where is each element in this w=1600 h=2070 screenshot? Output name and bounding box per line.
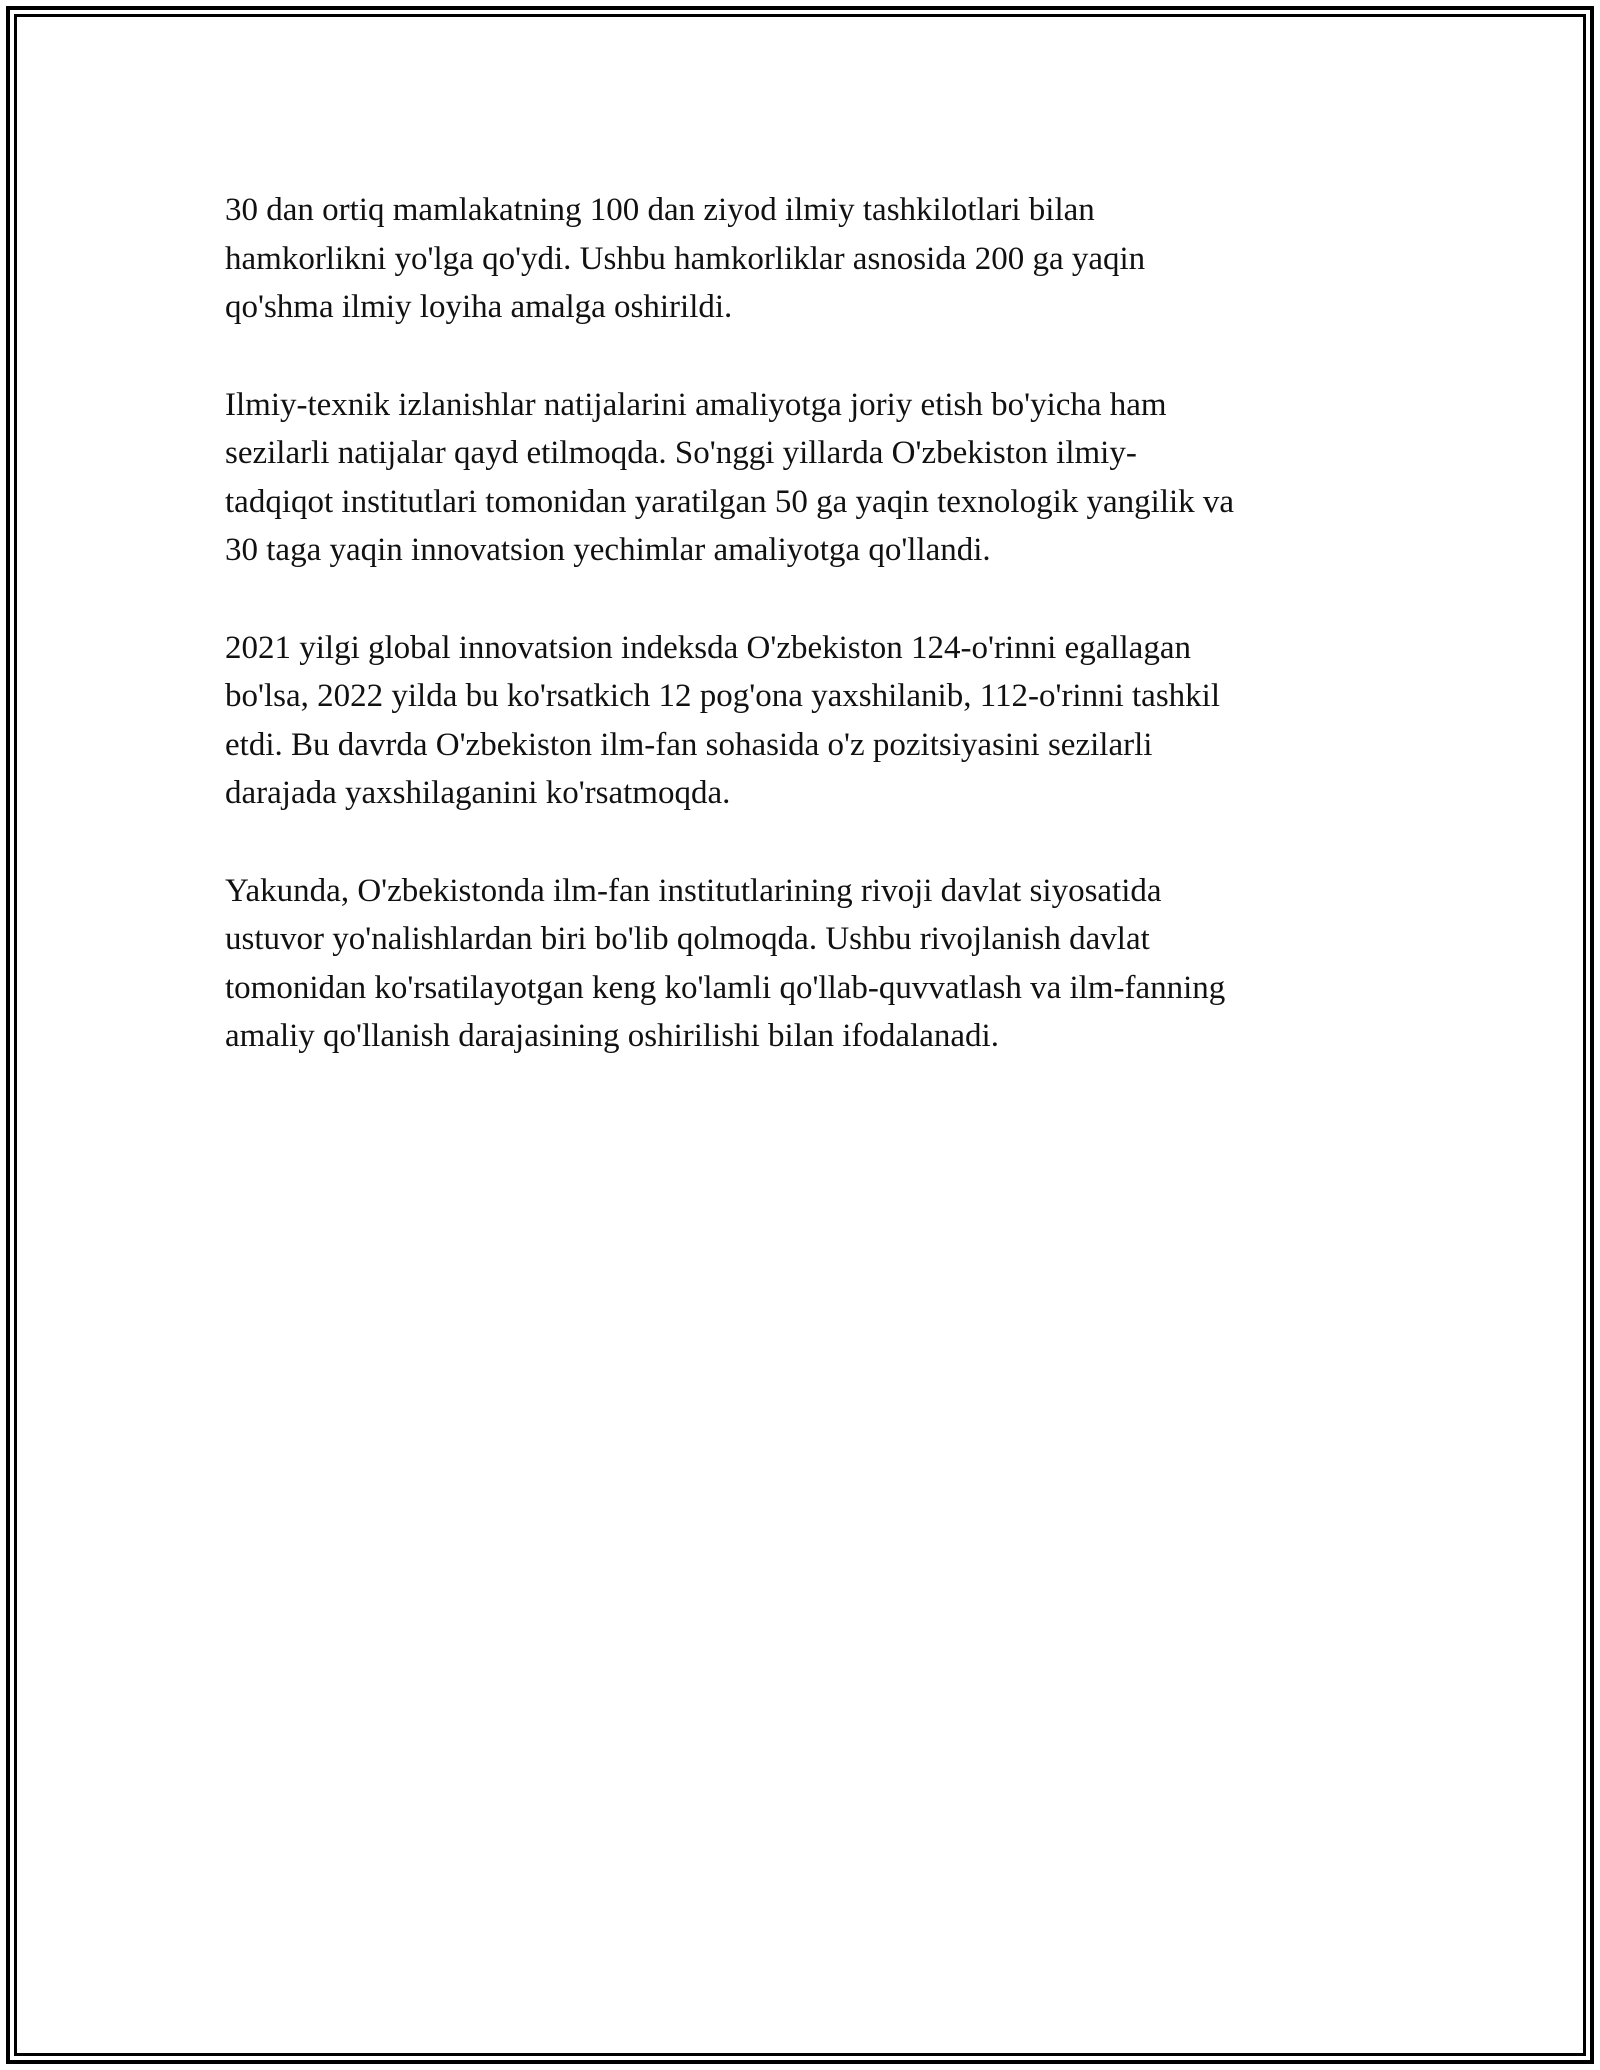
- text-line: amaliy qo'llanish darajasining oshirilishi bilan ifodalanadi.: [225, 1018, 999, 1054]
- paragraph-implementation: [225, 381, 1375, 575]
- text-line: 30 taga yaqin innovatsion yechimlar amaliyotga qo'llandi.: [225, 532, 991, 568]
- document-body: [225, 186, 1375, 1110]
- text-line: etdi. Bu davrda O'zbekiston ilm-fan sohasida o'z pozitsiyasini sezilarli: [225, 726, 1153, 763]
- text-line: tomonidan ko'rsatilayotgan keng ko'lamli qo'llab-quvvatlash va ilm-fanning: [225, 969, 1226, 1006]
- text-line: qo'shma ilmiy loyiha amalga oshirildi.: [225, 289, 733, 325]
- text-line: 2021 yilgi global innovatsion indeksda O'zbekiston 124-o'rinni egallagan: [225, 629, 1191, 666]
- text-line: bo'lsa, 2022 yilda bu ko'rsatkich 12 pog'ona yaxshilanib, 112-o'rinni tashkil: [225, 678, 1221, 714]
- text-line: hamkorlikni yo'lga qo'ydi. Ushbu hamkorliklar asnosida 200 ga yaqin: [225, 240, 1146, 277]
- paragraph-innovation-index: [225, 624, 1375, 818]
- paragraph-conclusion: [225, 867, 1375, 1061]
- text-line: tadqiqot institutlari tomonidan yaratilgan 50 ga yaqin texnologik yangilik va: [225, 483, 1235, 520]
- text-line: sezilarli natijalar qayd etilmoqda. So'nggi yillarda O'zbekiston ilmiy-: [225, 435, 1137, 471]
- text-line: ustuvor yo'nalishlardan biri bo'lib qolmoqda. Ushbu rivojlanish davlat: [225, 921, 1150, 957]
- paragraph-cooperation: [225, 186, 1375, 332]
- text-line: Yakunda, O'zbekistonda ilm-fan institutlarining rivoji davlat siyosatida: [225, 872, 1162, 909]
- text-line: Ilmiy-texnik izlanishlar natijalarini amaliyotga joriy etish bo'yicha ham: [225, 386, 1167, 423]
- text-line: 30 dan ortiq mamlakatning 100 dan ziyod ilmiy tashkilotlari bilan: [225, 192, 1095, 228]
- text-line: darajada yaxshilaganini ko'rsatmoqda.: [225, 775, 731, 811]
